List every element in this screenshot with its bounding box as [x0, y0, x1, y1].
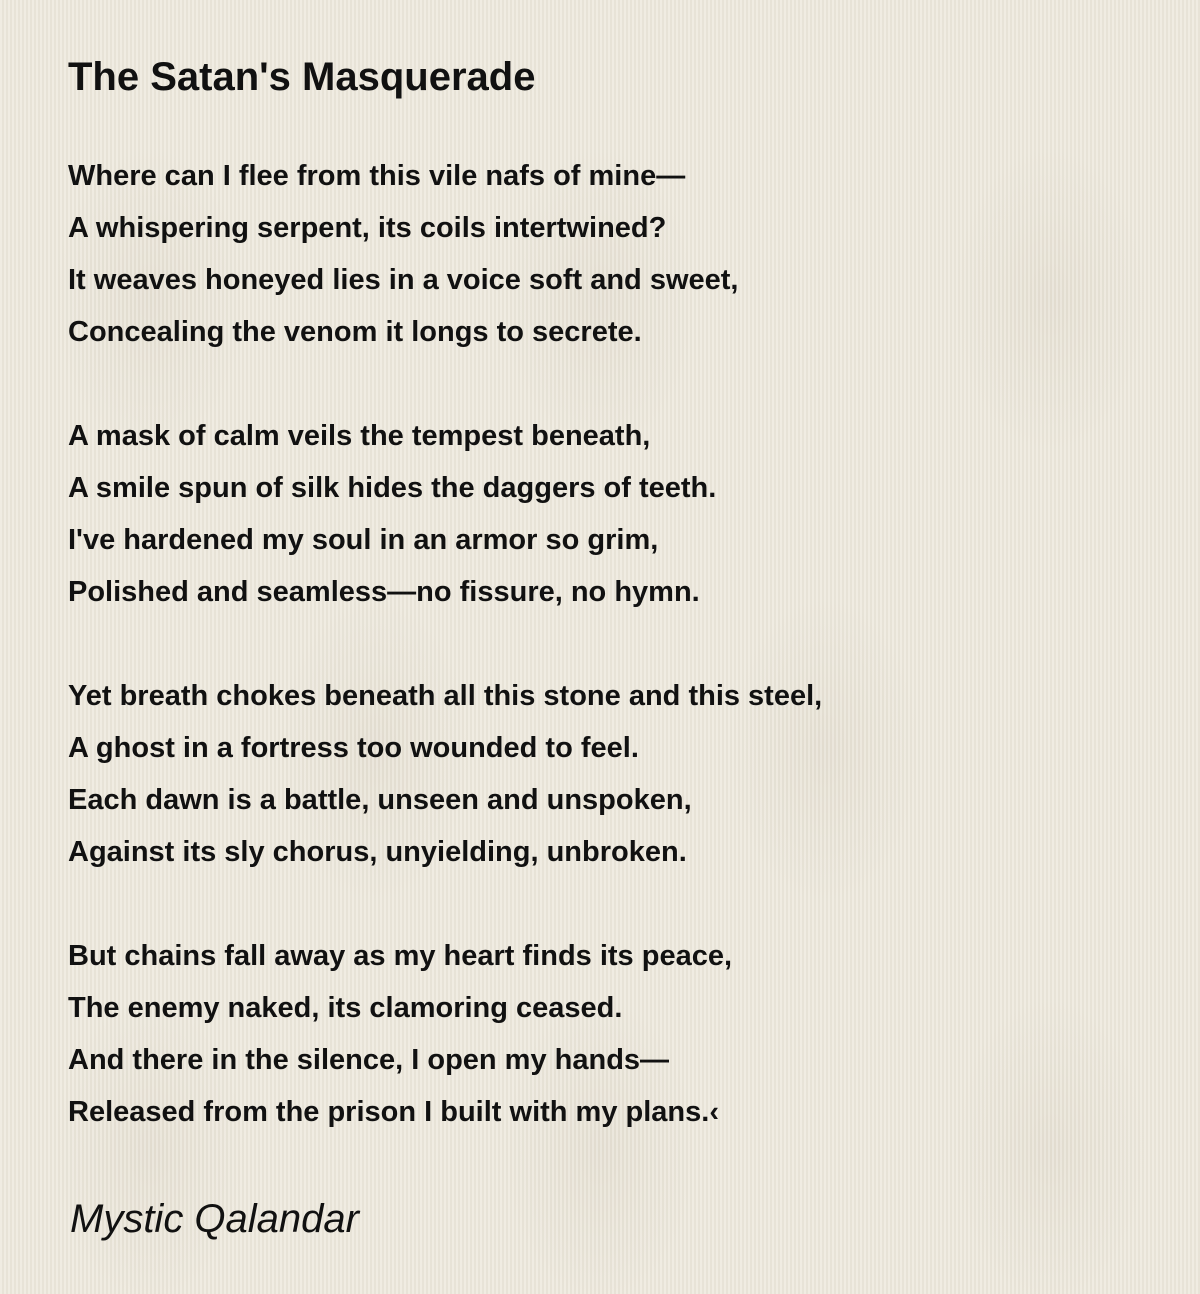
- poem-line: Released from the prison I built with my plans.‹: [68, 1096, 719, 1128]
- poem-line: A smile spun of silk hides the daggers of teeth.: [68, 472, 717, 504]
- stanza-3: [68, 670, 822, 878]
- poem-title: The Satan's Masquerade: [68, 55, 536, 99]
- poem-line: Against its sly chorus, unyielding, unbroken.: [68, 836, 687, 868]
- stanza-4: [68, 930, 822, 1138]
- poem-line: A mask of calm veils the tempest beneath,: [68, 420, 651, 452]
- poem-line: The enemy naked, its clamoring ceased.: [68, 992, 623, 1024]
- poem-line: Concealing the venom it longs to secrete.: [68, 316, 642, 348]
- poem-line: A ghost in a fortress too wounded to feel.: [68, 732, 639, 764]
- poem-line: But chains fall away as my heart finds its peace,: [68, 940, 733, 972]
- stanza-2: [68, 410, 822, 618]
- poem-line: Polished and seamless—no fissure, no hymn.: [68, 576, 700, 608]
- poem-line: And there in the silence, I open my hands—: [68, 1044, 670, 1076]
- poem-line: A whispering serpent, its coils intertwined?: [68, 212, 667, 244]
- stanza-1: [68, 150, 822, 358]
- poem-line: Yet breath chokes beneath all this stone and this steel,: [68, 680, 823, 712]
- poem-author: Mystic Qalandar: [70, 1197, 359, 1241]
- poem-body: [68, 150, 822, 1190]
- poem-line: I've hardened my soul in an armor so grim,: [68, 524, 659, 556]
- poem-line: Where can I flee from this vile nafs of mine—: [68, 160, 686, 192]
- poem-line: Each dawn is a battle, unseen and unspoken,: [68, 784, 692, 816]
- poem-line: It weaves honeyed lies in a voice soft and sweet,: [68, 264, 739, 296]
